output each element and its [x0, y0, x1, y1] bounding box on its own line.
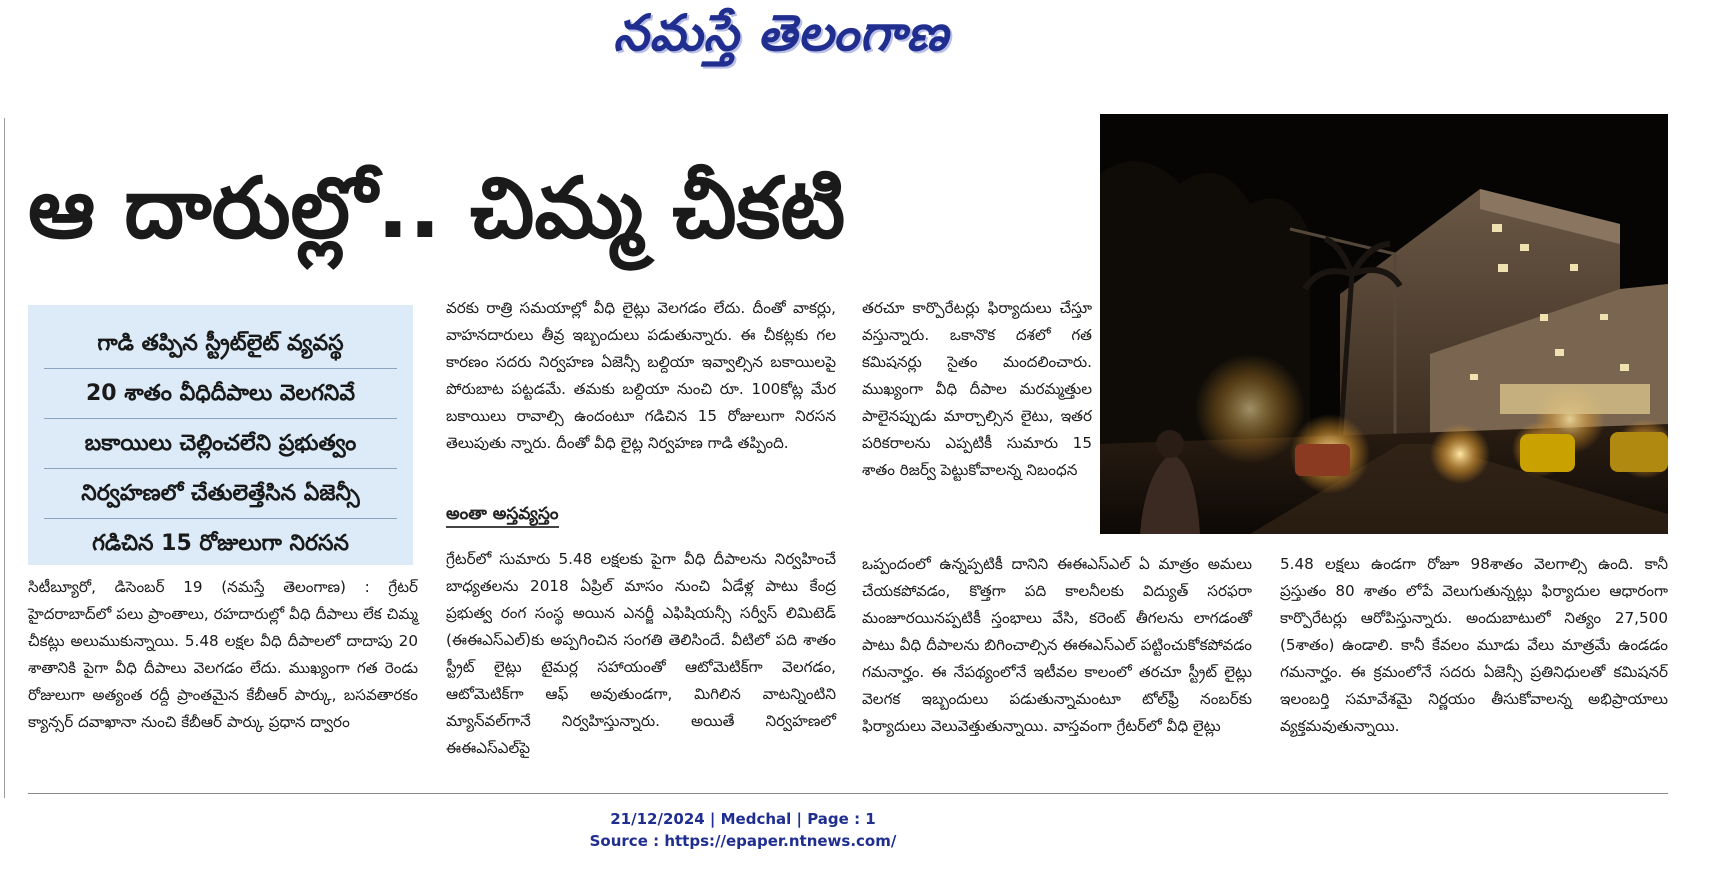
summary-point: గడిచిన 15 రోజులుగా నిరసన — [92, 531, 349, 556]
footer-source: Source : https://epaper.ntnews.com/ — [589, 832, 897, 850]
article-headline: ఆ దారుల్లో.. చిమ్మ చీకటి — [28, 159, 846, 257]
article-column-2-bottom — [446, 546, 836, 762]
summary-point: 20 శాతం వీధిదీపాలు వెలగనివే — [44, 369, 397, 419]
summary-point: బకాయిలు చెల్లించలేని ప్రభుత్వం — [44, 419, 397, 469]
article-column-4 — [1280, 551, 1668, 740]
summary-point: నిర్వహణలో చేతులెత్తేసిన ఏజెన్సీ — [44, 469, 397, 519]
article-subheading — [446, 504, 836, 528]
newspaper-logo: నమస్తే తెలంగాణ — [613, 3, 949, 62]
article-column-3-bottom — [862, 551, 1252, 740]
article-column-2-top — [446, 295, 836, 457]
article-column-1 — [28, 574, 418, 736]
article-paragraph: వరకు రాత్రి సమయాల్లో వీధి లైట్లు వెలగడం లేదు. దీంతో వాకర్లు, వాహనదారులు తీవ్ర ఇబ్బందులు పడుతున్నారు. ఈ చీకట్లకు గల కారణం సదరు నిర్వహణ ఏజెన్సీ బల్దియా ఇవ్వాల్సిన బకాయిలపై పోరుబాట పట్టడమే. తమకు బల్దియా నుంచి రూ. 100కోట్ల మేర బకాయిలు రావాల్సి ఉందంటూ గడిచిన 15 రోజులుగా నిరసన తెలుపుతు న్నారు. దీంతో వీధి లైట్ల నిర్వహణ గాడి తప్పింది. — [446, 299, 836, 452]
left-column-rule — [4, 118, 5, 798]
night-street-photo — [1100, 114, 1668, 534]
bottom-divider — [28, 793, 1668, 794]
page-footer — [0, 808, 1722, 852]
summary-highlights-box — [28, 305, 413, 565]
article-paragraph: సిటీబ్యూరో, డిసెంబర్ 19 (నమస్తే తెలంగాణ) : గ్రేటర్ హైదరాబాద్‌లో పలు ప్రాంతాలు, రహదారుల్లో వీధి దీపాలు లేక చిమ్మ చీకట్లు అలుముకున్నాయి. 5.48 లక్షల వీధి దీపాలలో దాదాపు 20 శాతానికి పైగా వీధి దీపాలు వెలగడం లేదు. ముఖ్యంగా గత రెండు రోజులుగా అత్యంత రద్దీ ప్రాంతమైన కేబీఆర్ పార్కు, బసవతారకం క్యాన్సర్ దవాఖానా నుంచి కేబీఆర్ పార్కు ప్రధాన ద్వారం — [28, 578, 418, 731]
summary-point: గాడి తప్పిన స్ట్రీట్‌లైట్ వ్యవస్థ — [44, 319, 397, 369]
article-column-3-top — [862, 295, 1092, 484]
night-street-photo-icon — [1100, 114, 1668, 534]
article-paragraph: తరచూ కార్పొరేటర్లు ఫిర్యాదులు చేస్తూ వస్తున్నారు. ఒకానొక దశలో గత కమిషనర్లు సైతం మందలించారు. ముఖ్యంగా వీధి దీపాల మరమ్మత్తుల పాలైనప్పుడు మార్చాల్సిన లైటు, ఇతర పరికరాలను ఎప్పటికీ సుమారు 15 శాతం రిజర్వ్ పెట్టుకోవాలన్న నిబంధన — [862, 299, 1092, 479]
article-paragraph: 5.48 లక్షలు ఉండగా రోజూ 98శాతం వెలగాల్సి ఉంది. కానీ ప్రస్తుతం 80 శాతం లోపే వెలుగుతున్నట్లు ఫిర్యాదుల ఆధారంగా కార్పొరేటర్లు ఆరోపిస్తున్నారు. అందుబాటులో నిత్యం 27,500 (5శాతం) ఉండాలి. కానీ కేవలం మూడు వేలు మాత్రమే ఉండడం గమనార్హం. ఈ క్రమంలోనే సదరు ఏజెన్సీ ప్రతినిధులతో కమిషనర్ ఇలంబర్తి సమావేశమై నిర్ణయం తీసుకోవాలన్న అభిప్రాయాలు వ్యక్తమవుతున్నాయి. — [1280, 555, 1668, 735]
subheading-text: అంతా అస్తవ్యస్తం — [446, 504, 559, 528]
masthead — [0, 0, 1722, 78]
article-paragraph: ఒప్పందంలో ఉన్నప్పటికీ దానిని ఈఈఎస్‌ఎల్ ఏ మాత్రం అమలు చేయకపోవడం, కొత్తగా పది కాలనీలకు విద్యుత్ సరఫరా మంజూరయినప్పటికీ స్తంభాలు వేసి, కరెంట్ తీగలను లాగడంతో పాటు వీధి దీపాలను బిగించాల్సిన ఈఈఎస్‌ఎల్ పట్టించుకోకపోవడం గమనార్హం. ఈ నేపథ్యంలోనే ఇటీవల కాలంలో తరచూ స్ట్రీట్ లైట్లు వెలగక ఇబ్బందులు పడుతున్నామంటూ టోల్‌ఫ్రీ నంబర్‌కు ఫిర్యాదులు వెలువెత్తుతున్నాయి. వాస్తవంగా గ్రేటర్‌లో వీధి లైట్లు — [862, 555, 1252, 735]
footer-dateline: 21/12/2024 | Medchal | Page : 1 — [610, 810, 876, 828]
article-paragraph: గ్రేటర్‌లో సుమారు 5.48 లక్షలకు పైగా వీధి దీపాలను నిర్వహించే బాధ్యతలను 2018 ఏప్రిల్ మాసం నుంచి ఏడేళ్ల పాటు కేంద్ర ప్రభుత్వ రంగ సంస్థ అయిన ఎనర్జీ ఎఫిషియన్సీ సర్వీస్ లిమిటెడ్ (ఈఈఎస్‌ఎల్)కు అప్పగించిన సంగతి తెలిసిందే. వీటిలో పది శాతం స్ట్రీట్ లైట్లు టైమర్ల సహాయంతో ఆటోమెటిక్‌గా వెలగడం, ఆటోమెటిక్‌గా ఆఫ్ అవుతుండగా, మిగిలిన వాటన్నింటిని మ్యాన్‌వల్‌గానే నిర్వహిస్తున్నారు. అయితే నిర్వహణలో ఈఈఎస్‌ఎల్‌పై — [446, 550, 836, 757]
